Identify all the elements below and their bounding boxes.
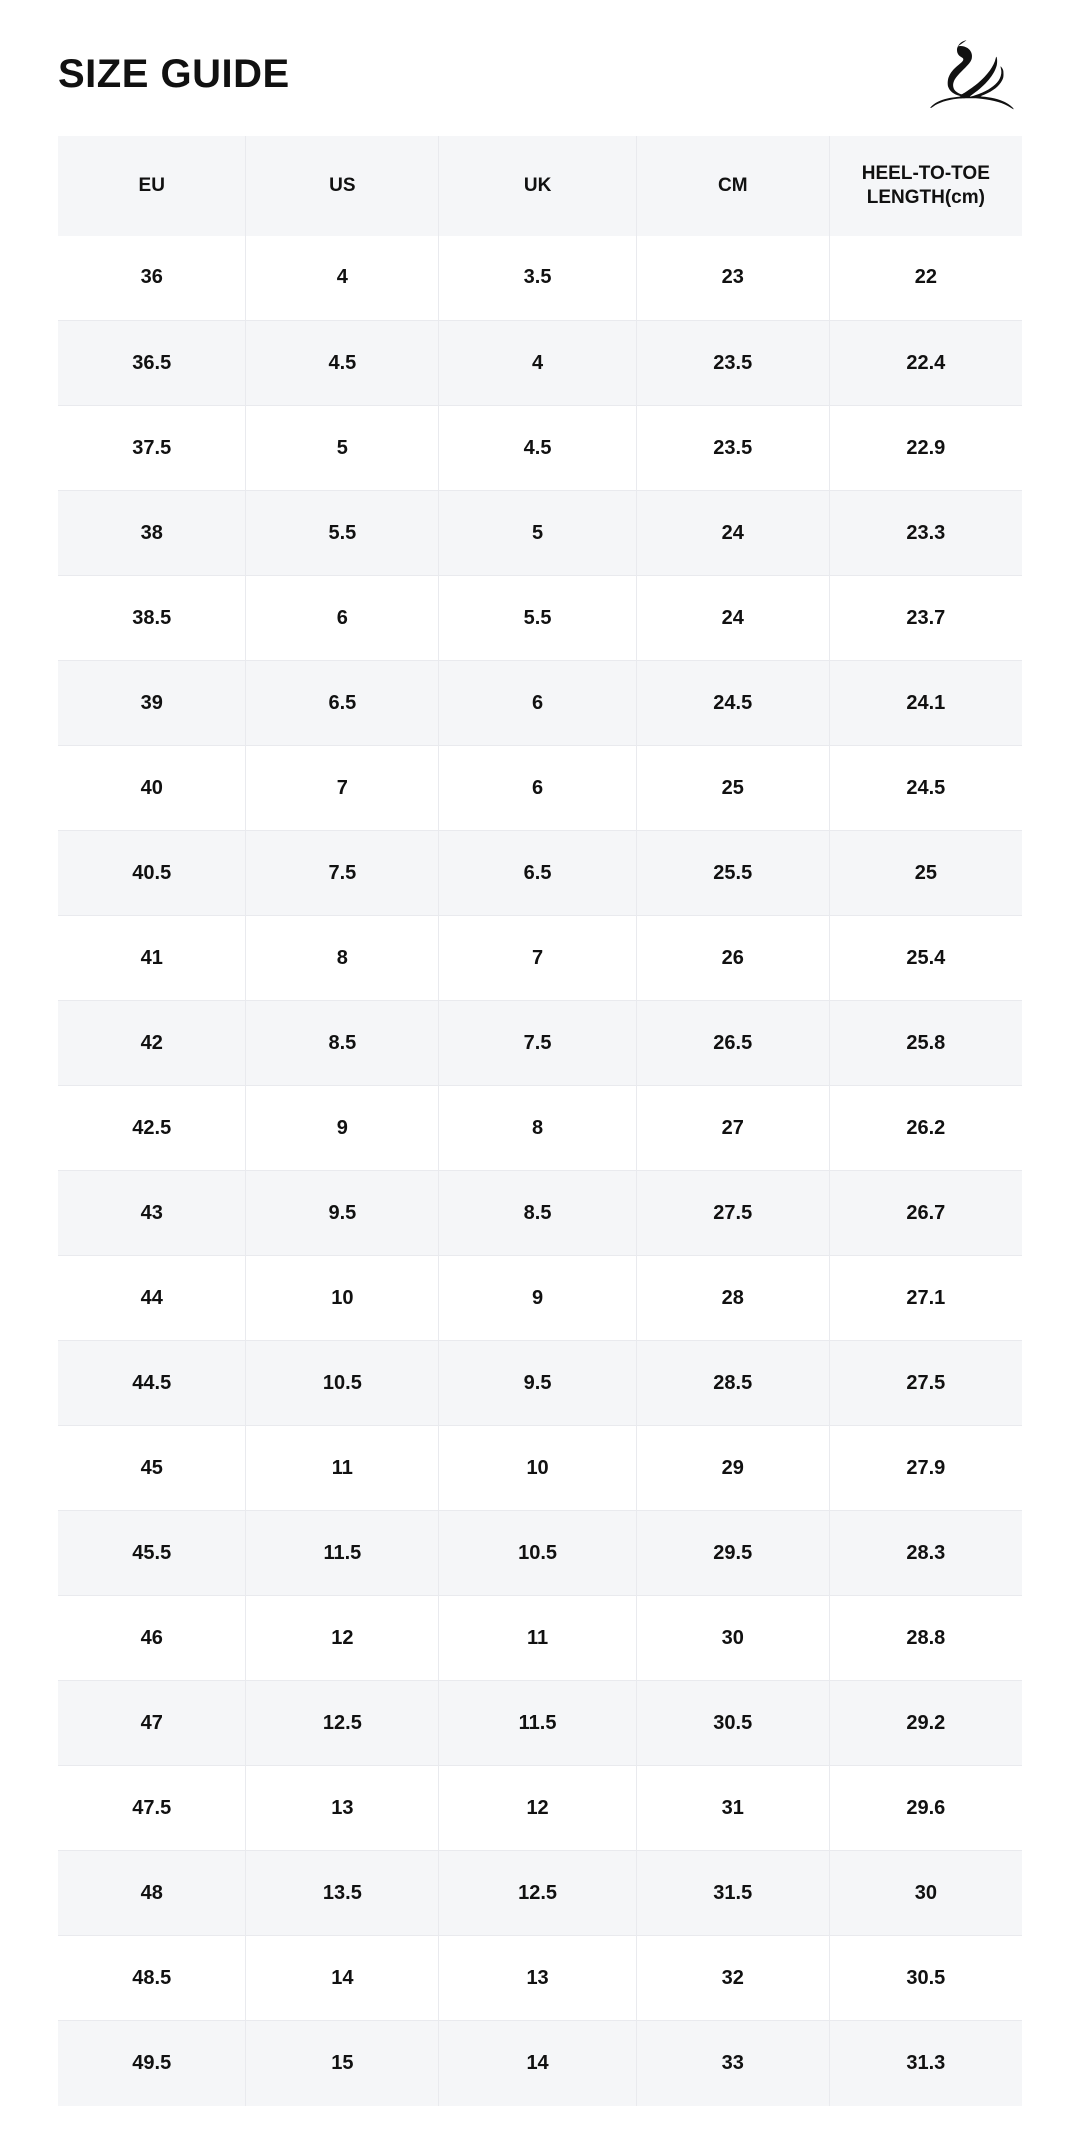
table-row	[58, 1511, 1022, 1596]
table-cell: 45	[58, 1426, 246, 1511]
table-cell: 12	[246, 1596, 439, 1681]
table-cell: 10.5	[246, 1341, 439, 1426]
table-cell: 6	[439, 746, 637, 831]
table-cell: 30	[636, 1596, 829, 1681]
table-row	[58, 2021, 1022, 2106]
table-cell: 4.5	[246, 321, 439, 406]
table-cell: 23.5	[636, 321, 829, 406]
table-cell: 28.8	[829, 1596, 1022, 1681]
table-cell: 3.5	[439, 236, 637, 321]
table-cell: 25	[829, 831, 1022, 916]
table-cell: 5.5	[246, 491, 439, 576]
table-cell: 8.5	[246, 1001, 439, 1086]
table-cell: 8.5	[439, 1171, 637, 1256]
table-cell: 47	[58, 1681, 246, 1766]
size-table	[58, 136, 1022, 2106]
table-cell: 32	[636, 1936, 829, 2021]
table-row	[58, 1001, 1022, 1086]
table-cell: 22.4	[829, 321, 1022, 406]
table-row	[58, 491, 1022, 576]
table-cell: 10	[246, 1256, 439, 1341]
table-cell: 26.2	[829, 1086, 1022, 1171]
table-cell: 41	[58, 916, 246, 1001]
table-cell: 27.5	[636, 1171, 829, 1256]
size-table-container	[0, 136, 1080, 2146]
table-cell: 9.5	[439, 1341, 637, 1426]
table-cell: 24	[636, 576, 829, 661]
table-cell: 6.5	[246, 661, 439, 746]
table-cell: 14	[246, 1936, 439, 2021]
table-row	[58, 1851, 1022, 1936]
table-cell: 27.9	[829, 1426, 1022, 1511]
table-row	[58, 321, 1022, 406]
table-cell: 44	[58, 1256, 246, 1341]
table-cell: 9	[246, 1086, 439, 1171]
table-cell: 4	[439, 321, 637, 406]
table-row	[58, 1681, 1022, 1766]
table-cell: 42.5	[58, 1086, 246, 1171]
table-cell: 24.5	[636, 661, 829, 746]
table-cell: 23.7	[829, 576, 1022, 661]
table-cell: 12	[439, 1766, 637, 1851]
table-cell: 25.5	[636, 831, 829, 916]
table-row	[58, 1256, 1022, 1341]
table-cell: 28	[636, 1256, 829, 1341]
table-row	[58, 831, 1022, 916]
table-cell: 22	[829, 236, 1022, 321]
table-cell: 44.5	[58, 1341, 246, 1426]
table-cell: 9.5	[246, 1171, 439, 1256]
table-cell: 36.5	[58, 321, 246, 406]
table-cell: 25.8	[829, 1001, 1022, 1086]
table-cell: 24	[636, 491, 829, 576]
table-cell: 5.5	[439, 576, 637, 661]
column-header-uk: UK	[439, 136, 637, 236]
table-cell: 8	[246, 916, 439, 1001]
table-cell: 42	[58, 1001, 246, 1086]
table-row	[58, 1936, 1022, 2021]
table-cell: 27.1	[829, 1256, 1022, 1341]
table-cell: 5	[246, 406, 439, 491]
table-cell: 9	[439, 1256, 637, 1341]
column-header-heel-to-toe: HEEL-TO-TOE LENGTH(cm)	[829, 136, 1022, 236]
table-row	[58, 1596, 1022, 1681]
table-cell: 39	[58, 661, 246, 746]
table-cell: 48.5	[58, 1936, 246, 2021]
table-cell: 31	[636, 1766, 829, 1851]
table-cell: 7.5	[246, 831, 439, 916]
table-cell: 30	[829, 1851, 1022, 1936]
table-cell: 13	[246, 1766, 439, 1851]
table-cell: 10.5	[439, 1511, 637, 1596]
table-cell: 29	[636, 1426, 829, 1511]
table-cell: 38.5	[58, 576, 246, 661]
table-cell: 14	[439, 2021, 637, 2106]
table-cell: 36	[58, 236, 246, 321]
table-cell: 25	[636, 746, 829, 831]
table-cell: 26.5	[636, 1001, 829, 1086]
table-cell: 11.5	[246, 1511, 439, 1596]
table-cell: 30.5	[829, 1936, 1022, 2021]
table-cell: 15	[246, 2021, 439, 2106]
table-row	[58, 1766, 1022, 1851]
table-cell: 37.5	[58, 406, 246, 491]
table-cell: 12.5	[439, 1851, 637, 1936]
table-row	[58, 916, 1022, 1001]
table-header-row	[58, 136, 1022, 236]
table-cell: 23.3	[829, 491, 1022, 576]
table-cell: 24.5	[829, 746, 1022, 831]
column-header-cm: CM	[636, 136, 829, 236]
table-cell: 11	[246, 1426, 439, 1511]
table-cell: 8	[439, 1086, 637, 1171]
table-cell: 30.5	[636, 1681, 829, 1766]
table-cell: 7	[439, 916, 637, 1001]
table-cell: 7.5	[439, 1001, 637, 1086]
table-cell: 23.5	[636, 406, 829, 491]
table-cell: 48	[58, 1851, 246, 1936]
table-body	[58, 236, 1022, 2106]
table-cell: 10	[439, 1426, 637, 1511]
table-cell: 13.5	[246, 1851, 439, 1936]
table-row	[58, 1426, 1022, 1511]
page-header	[0, 0, 1080, 136]
table-cell: 28.3	[829, 1511, 1022, 1596]
table-cell: 6	[246, 576, 439, 661]
table-row	[58, 1086, 1022, 1171]
table-cell: 13	[439, 1936, 637, 2021]
table-cell: 22.9	[829, 406, 1022, 491]
table-cell: 23	[636, 236, 829, 321]
table-cell: 4	[246, 236, 439, 321]
table-cell: 6	[439, 661, 637, 746]
table-cell: 5	[439, 491, 637, 576]
table-cell: 11	[439, 1596, 637, 1681]
table-header	[58, 136, 1022, 236]
table-cell: 31.3	[829, 2021, 1022, 2106]
table-cell: 11.5	[439, 1681, 637, 1766]
table-cell: 6.5	[439, 831, 637, 916]
table-cell: 28.5	[636, 1341, 829, 1426]
column-header-eu: EU	[58, 136, 246, 236]
jumpman-logo	[902, 38, 1022, 110]
table-cell: 40.5	[58, 831, 246, 916]
table-cell: 38	[58, 491, 246, 576]
table-cell: 31.5	[636, 1851, 829, 1936]
table-cell: 24.1	[829, 661, 1022, 746]
table-row	[58, 236, 1022, 321]
table-row	[58, 746, 1022, 831]
table-cell: 40	[58, 746, 246, 831]
table-cell: 7	[246, 746, 439, 831]
table-cell: 27.5	[829, 1341, 1022, 1426]
table-row	[58, 1171, 1022, 1256]
table-cell: 4.5	[439, 406, 637, 491]
table-row	[58, 1341, 1022, 1426]
table-row	[58, 576, 1022, 661]
table-cell: 27	[636, 1086, 829, 1171]
table-row	[58, 406, 1022, 491]
table-cell: 29.5	[636, 1511, 829, 1596]
table-cell: 45.5	[58, 1511, 246, 1596]
table-cell: 29.6	[829, 1766, 1022, 1851]
table-row	[58, 661, 1022, 746]
page-title: SIZE GUIDE	[58, 52, 290, 96]
table-cell: 12.5	[246, 1681, 439, 1766]
table-cell: 26	[636, 916, 829, 1001]
table-cell: 26.7	[829, 1171, 1022, 1256]
table-cell: 47.5	[58, 1766, 246, 1851]
table-cell: 25.4	[829, 916, 1022, 1001]
column-header-us: US	[246, 136, 439, 236]
table-cell: 33	[636, 2021, 829, 2106]
table-cell: 49.5	[58, 2021, 246, 2106]
table-cell: 29.2	[829, 1681, 1022, 1766]
table-cell: 46	[58, 1596, 246, 1681]
table-cell: 43	[58, 1171, 246, 1256]
